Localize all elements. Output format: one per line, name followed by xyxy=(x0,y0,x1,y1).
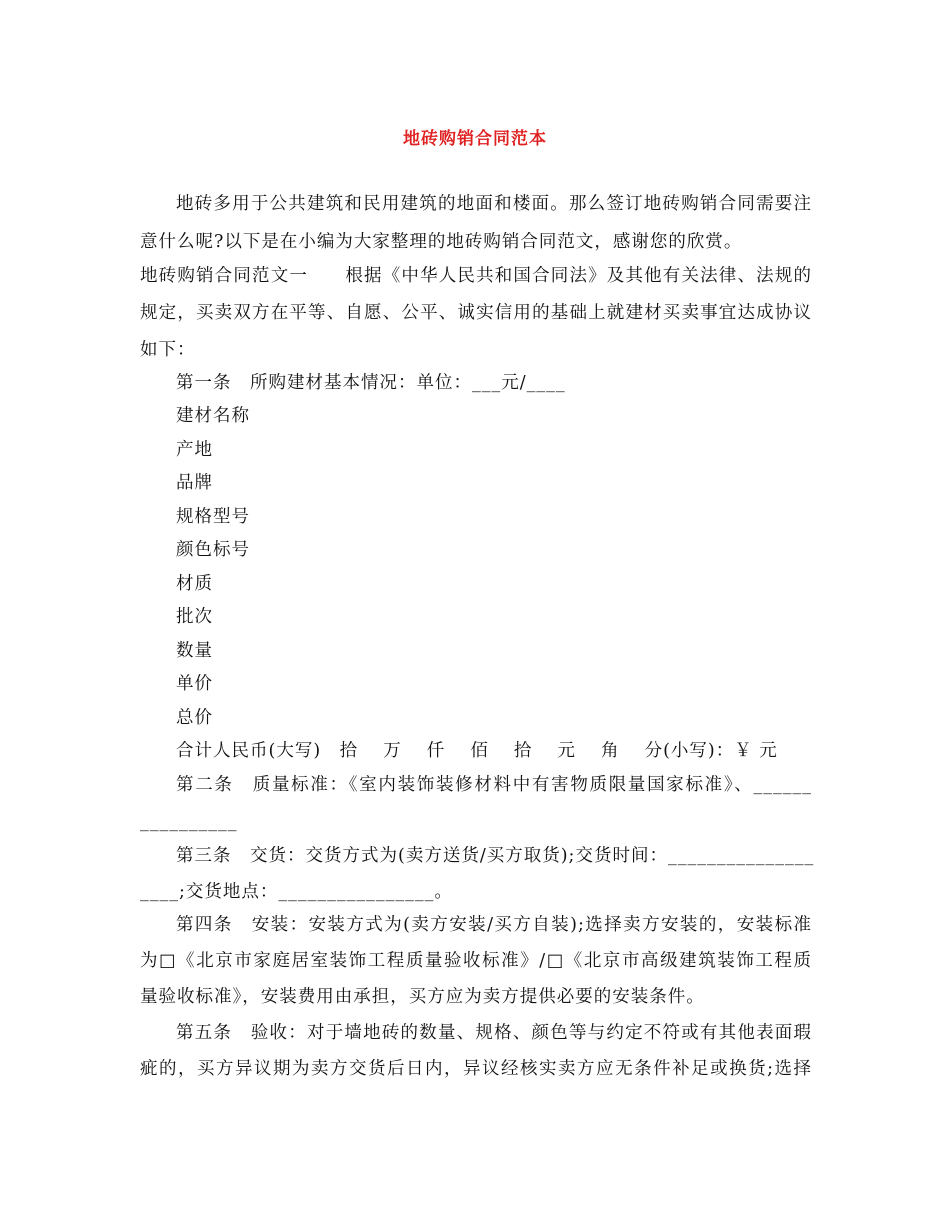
article-5-line-2: 疵的，买方异议期为卖方交货后日内，异议经核实卖方应无条件补足或换货;选择 xyxy=(140,1059,812,1079)
field-spec-model: 规格型号 xyxy=(176,507,250,527)
article-4-line-2: 为□《北京市家庭居室装饰工程质量验收标准》/□《北京市高级建筑装饰工程质 xyxy=(140,951,812,971)
article-3-line-2: ____;交货地点：________________。 xyxy=(140,882,453,902)
field-quantity: 数量 xyxy=(176,641,213,661)
field-origin: 产地 xyxy=(176,440,213,460)
article-2-line-1: 第二条 质量标准：《室内装饰装修材料中有害物质限量国家标准》、______ xyxy=(176,775,812,795)
sample-one-line-1: 地砖购销合同范文一 根据《中华人民共和国合同法》及其他有关法律、法规的 xyxy=(140,266,812,286)
article-1-heading: 第一条 所购建材基本情况：单位：___元/____ xyxy=(176,373,566,393)
article-2-line-2: __________ xyxy=(140,812,238,832)
field-texture: 材质 xyxy=(176,574,213,594)
article-4-line-3: 量验收标准》，安装费用由承担，买方应为卖方提供必要的安装条件。 xyxy=(140,987,705,1007)
article-4-line-1: 第四条 安装：安装方式为(卖方安装/买方自装);选择卖方安装的，安装标准 xyxy=(176,915,812,935)
field-unit-price: 单价 xyxy=(176,674,213,694)
field-color-code: 颜色标号 xyxy=(176,540,250,560)
intro-line-2: 意什么呢?以下是在小编为大家整理的地砖购销合同范文，感谢您的欣赏。 xyxy=(140,232,743,252)
sample-one-line-2: 规定，买卖双方在平等、自愿、公平、诚实信用的基础上就建材买卖事宜达成协议 xyxy=(140,303,812,323)
article-5-line-1: 第五条 验收：对于墙地砖的数量、规格、颜色等与约定不符或有其他表面瑕 xyxy=(176,1023,812,1043)
intro-line-1: 地砖多用于公共建筑和民用建筑的地面和楼面。那么签订地砖购销合同需要注 xyxy=(176,194,812,214)
sample-one-line-3: 如下： xyxy=(140,340,196,360)
article-3-line-1: 第三条 交货：交货方式为(卖方送货/买方取货);交货时间：_______________ xyxy=(176,846,815,866)
document-title: 地砖购销合同范本 xyxy=(403,129,547,149)
field-material-name: 建材名称 xyxy=(176,406,250,426)
field-total-price: 总价 xyxy=(176,708,213,728)
field-batch: 批次 xyxy=(176,607,213,627)
field-brand: 品牌 xyxy=(176,473,213,493)
total-rmb-line: 合计人民币(大写) 拾 万 仟 佰 拾 元 角 分(小写)：￥ 元 xyxy=(176,741,778,761)
